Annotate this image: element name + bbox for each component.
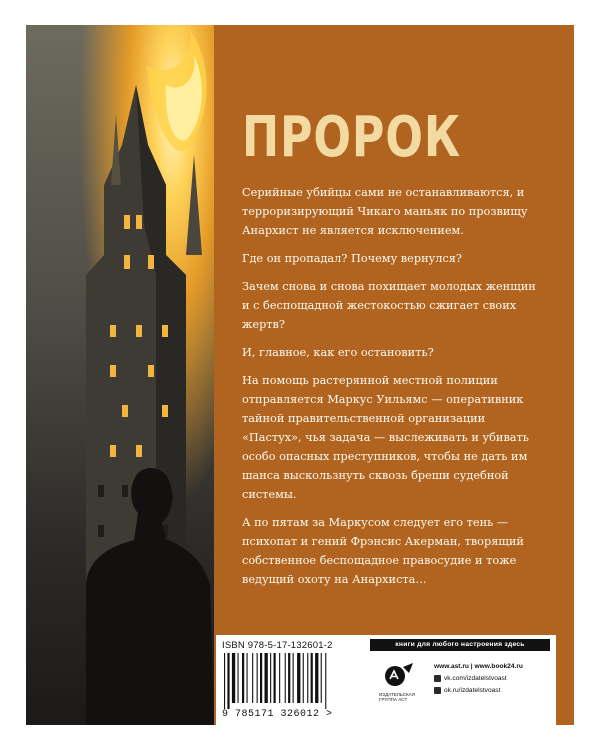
ast-logo-glyph-icon [383, 659, 415, 689]
barcode-bar [232, 653, 235, 703]
barcode-bar [288, 653, 290, 703]
book-back-cover [26, 25, 574, 725]
barcode-bar [260, 653, 262, 703]
vk-link-label: vk.com/izdatelstvoast [444, 675, 507, 682]
barcode-bar [227, 653, 229, 709]
ok-icon [434, 687, 441, 694]
barcode-graphic [222, 653, 362, 709]
publisher-tagline: книги для любого настроения здесь [370, 639, 550, 651]
ok-link-label: ok.ru/izdatelstvoast [444, 687, 501, 694]
barcode-digits: 9 785171 326012 > [222, 709, 333, 720]
publisher-logo [379, 659, 419, 703]
barcode-bar [238, 653, 239, 703]
barcode-bar [293, 653, 294, 703]
barcode-bar [307, 653, 308, 703]
barcode-bar [257, 653, 258, 703]
barcode-bar [297, 653, 300, 703]
blurb-paragraph: Зачем снова и снова похищает молодых женщин и с беспощадной жестокостью сжигает своих жертв? [242, 280, 536, 331]
barcode-bar [315, 653, 318, 703]
barcode-bar [311, 653, 313, 703]
publisher-links [434, 661, 552, 697]
barcode-panel [216, 635, 556, 725]
blurb-paragraph: И, главное, как его остановить? [242, 346, 434, 359]
book-blurb [242, 183, 542, 598]
blurb-paragraph: Где он пропадал? Почему вернулся? [242, 252, 462, 265]
cover-artwork [26, 25, 214, 725]
book-title: ПРОРОК [242, 105, 461, 170]
vk-link[interactable] [434, 673, 552, 685]
barcode-bar [285, 653, 286, 703]
ok-link[interactable] [434, 685, 552, 697]
publisher-caption: ИЗДАТЕЛЬСКАЯ ГРУППА АСТ [379, 692, 416, 702]
barcode-bar [252, 653, 253, 703]
blurb-paragraph: На помощь растерянной местной полиции отправляется Маркус Уильямс — оперативник тайной правительственной организации «Пастух», чья задача — выслеживать и убивать особо опасных преступников, чтобы не дать им шанса выскользнуть сквозь бреши судебной системы. [242, 374, 529, 501]
barcode-bar [270, 653, 271, 703]
barcode-bar [303, 653, 304, 703]
barcode-bar [279, 653, 280, 703]
barcode-bar [247, 653, 248, 703]
vk-icon [434, 675, 441, 682]
barcode-bar [224, 653, 225, 709]
ast-logo-icon [383, 659, 415, 689]
blurb-paragraph: А по пятам за Маркусом следует его тень — психопат и гений Фрэнсис Акерман, творящий собственное беспощадное правосудие и тоже ведущий охоту на Анархиста… [242, 516, 524, 586]
isbn-number: ISBN 978-5-17-132601-2 [222, 640, 333, 651]
barcode-bar [242, 653, 244, 703]
burning-tower-illustration [26, 25, 214, 725]
barcode-bar [325, 653, 326, 709]
barcode-bar [274, 653, 276, 703]
blurb-paragraph: Серийные убийцы сами не останавливаются, и терроризирующий Чикаго маньяк по прозвищу Анархист не является исключением. [242, 186, 528, 237]
barcode-bar [321, 653, 322, 703]
publisher-websites[interactable]: www.ast.ru | www.book24.ru [434, 663, 523, 670]
barcode-bar [265, 653, 268, 703]
